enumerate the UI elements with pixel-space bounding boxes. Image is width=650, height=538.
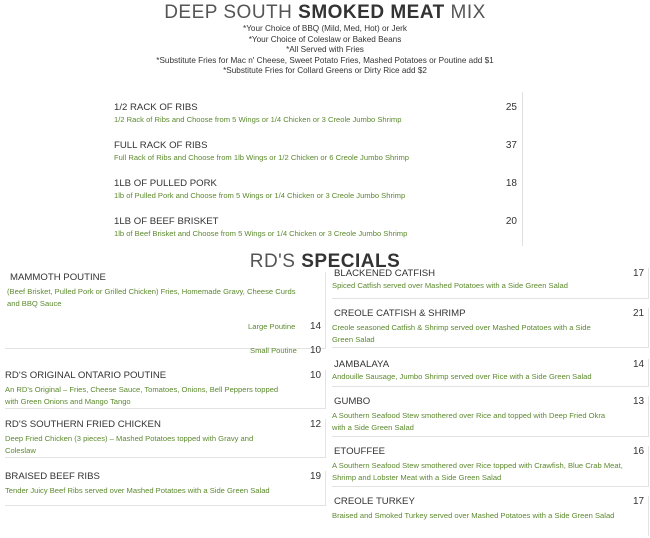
smoked-meat-section [107, 92, 523, 246]
menu-title [0, 2, 650, 24]
item-price: 12 [310, 419, 322, 430]
item-name: 1LB OF BEEF BRISKET [114, 216, 219, 227]
item-name: 1LB OF PULLED PORK [114, 178, 217, 189]
item-desc: A Southern Seafood Stew smothered over Rice topped with Crawfish, Blue Crab Meat, Shrimp and Lobster Meat with a Side Green Salad [332, 461, 623, 482]
item-desc: Deep Fried Chicken (3 pieces) – Mashed Potatoes topped with Gravy and Coleslaw [5, 434, 254, 455]
note-line: *Your Choice of Coleslaw or Baked Beans [248, 34, 402, 44]
note-line: *All Served with Fries [286, 45, 364, 55]
menu-item [332, 496, 649, 536]
item-name: RD'S ORIGINAL ONTARIO POUTINE [5, 370, 167, 381]
item-desc: Spiced Catfish served over Mashed Potatoes with a Side Green Salad [332, 281, 568, 290]
menu-item [332, 268, 649, 299]
item-name: CREOLE TURKEY [334, 496, 415, 507]
item-price: 14 [633, 359, 645, 370]
item-desc: Tender Juicy Beef Ribs served over Mashed Potatoes with a Side Green Salad [5, 486, 270, 495]
title-bold: SMOKED MEAT [298, 2, 445, 23]
item-price: 17 [633, 496, 645, 507]
item-name: MAMMOTH POUTINE [10, 272, 106, 283]
item-name: FULL RACK OF RIBS [114, 140, 208, 151]
item-desc: Creole seasoned Catfish & Shrimp served over Mashed Potatoes with a Side Green Salad [332, 323, 591, 344]
item-price: 17 [633, 268, 645, 279]
item-price: 19 [310, 471, 322, 482]
item-price: 10 [310, 370, 322, 381]
item-name: 1/2 RACK OF RIBS [114, 102, 198, 113]
menu-item [332, 359, 649, 387]
item-name: JAMBALAYA [334, 359, 390, 370]
note-line: *Your Choice of BBQ (Mild, Med, Hot) or Jerk [243, 24, 407, 33]
menu-item [5, 419, 326, 458]
item-price: 16 [633, 446, 645, 457]
item-name: GUMBO [334, 396, 371, 407]
item-name: RD'S SOUTHERN FRIED CHICKEN [5, 419, 161, 430]
item-desc: Andouille Sausage, Jumbo Shrimp served over Rice with a Side Green Salad [332, 372, 592, 381]
menu-item [332, 446, 649, 487]
menu-item [114, 216, 522, 238]
menu-item [332, 396, 649, 437]
menu-item [114, 140, 522, 162]
specials-title-light: RD'S [249, 251, 296, 272]
menu-item [5, 471, 326, 506]
menu-item [5, 370, 326, 409]
item-price: 18 [505, 178, 517, 189]
item-price: 21 [633, 308, 645, 319]
menu-item [5, 272, 326, 356]
item-name: BRAISED BEEF RIBS [5, 471, 100, 482]
item-desc: 1lb of Beef Brisket and Choose from 5 Wings or 1/4 Chicken or 3 Creole Jumbo Shrimp [114, 229, 408, 238]
item-desc: (Beef Brisket, Pulled Pork or Grilled Chicken) Fries, Homemade Gravy, Cheese Curds and BBQ Sauce [7, 287, 296, 308]
item-price: 25 [505, 102, 517, 113]
option-label: Small Poutine [250, 346, 297, 355]
option-price: 10 [310, 345, 322, 356]
menu-item [114, 178, 522, 200]
option-label: Large Poutine [248, 322, 296, 331]
item-price: 20 [505, 216, 517, 227]
item-desc: 1/2 Rack of Ribs and Choose from 5 Wings or 1/4 Chicken or 3 Creole Jumbo Shrimp [114, 115, 402, 124]
note-line: *Substitute Fries for Collard Greens or Dirty Rice add $2 [223, 66, 427, 76]
item-name: ETOUFFEE [334, 446, 385, 457]
menu-item [114, 102, 522, 124]
item-name: BLACKENED CATFISH [334, 268, 436, 279]
specials-title-bold: SPECIALS [301, 251, 401, 272]
item-desc: A Southern Seafood Stew smothered over Rice and topped with Deep Fried Okra with a Side Green Salad [332, 411, 606, 432]
menu-notes [0, 24, 650, 77]
option-price: 14 [310, 321, 322, 332]
item-price: 13 [633, 396, 645, 407]
title-end: MIX [450, 2, 486, 23]
title-light: DEEP SOUTH [164, 2, 293, 23]
item-desc: 1lb of Pulled Pork and Choose from 5 Wings or 1/4 Chicken or 3 Creole Jumbo Shrimp [114, 191, 406, 200]
item-desc: An RD's Original – Fries, Cheese Sauce, Tomatoes, Onions, Bell Peppers topped with Green Onions and Mango Tango [5, 385, 279, 406]
item-price: 37 [505, 140, 517, 151]
menu-item [332, 308, 649, 348]
item-desc: Braised and Smoked Turkey served over Mashed Potatoes with a Side Green Salad [332, 511, 615, 520]
note-line: *Substitute Fries for Mac n' Cheese, Sweet Potato Fries, Mashed Potatoes or Poutine add $1 [156, 55, 494, 65]
item-desc: Full Rack of Ribs and Choose from 1lb Wings or 1/2 Chicken or 6 Creole Jumbo Shrimp [114, 153, 410, 162]
item-name: CREOLE CATFISH & SHRIMP [334, 308, 466, 319]
